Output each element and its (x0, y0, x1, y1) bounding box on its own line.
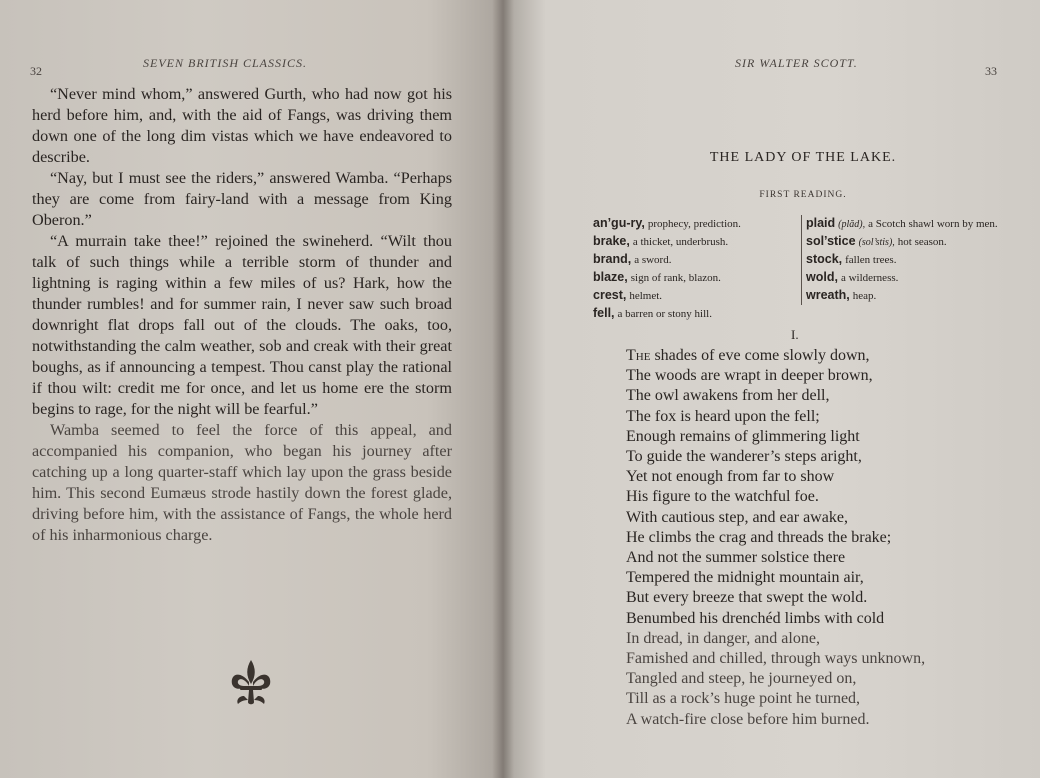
paragraph: “Nay, but I must see the riders,” answered Wamba. “Perhaps they are come from fairy-land with a message from King Oberon.” (32, 169, 452, 229)
book-gutter (492, 0, 514, 778)
poem-line: And not the summer solstice there (626, 549, 846, 567)
poem-line: Yet not enough from far to show (626, 468, 835, 486)
glossary-entry: wold, a wilderness. (806, 270, 899, 284)
right-page (503, 0, 1040, 778)
glossary-entry: sol’stice (sol’stis), hot season. (806, 234, 947, 248)
fleur-de-lis-icon (224, 656, 278, 710)
poem-line: Benumbed his drenchéd limbs with cold (626, 609, 885, 627)
page-number-left: 32 (30, 64, 42, 78)
glossary-entry: brand, a sword. (593, 252, 672, 266)
glossary-column-right (801, 215, 1016, 305)
paragraph: “Never mind whom,” answered Gurth, who had now got his herd before him, and, with the aid of Fangs, was driving them down one of the long dim vistas which we have endeavored to describe. (32, 85, 452, 166)
glossary-entry: wreath, heap. (806, 288, 877, 302)
poem-line: With cautious step, and ear awake, (626, 508, 848, 526)
poem-line: But every breeze that swept the wold. (626, 589, 868, 607)
glossary-entry: an’gu-ry, prophecy, prediction. (593, 216, 741, 230)
paragraph: Wamba seemed to feel the force of this appeal, and accompanied his companion, who began his journey after catching up a long quarter-staff which lay upon the grass beside him. This second Eumæus strode hastily down the forest glade, driving before him, with the assistance of Fangs, the whole herd of his inharmonious charge. (32, 421, 452, 544)
section-subtitle: FIRST READING. (759, 190, 847, 200)
glossary-column-left (593, 215, 793, 323)
left-page (0, 0, 503, 778)
glossary-entry: stock, fallen trees. (806, 252, 897, 266)
poem-line: In dread, in danger, and alone, (626, 629, 820, 647)
poem-line: Tangled and steep, he journeyed on, (626, 670, 857, 688)
poem-line: The owl awakens from her dell, (626, 387, 830, 405)
poem-line: Till as a rock’s huge point he turned, (626, 690, 861, 708)
glossary-entry: crest, helmet. (593, 288, 663, 302)
poem-line: To guide the wanderer’s steps aright, (626, 448, 862, 466)
running-head-left: SEVEN BRITISH CLASSICS. (143, 56, 307, 70)
poem-line: His figure to the watchful foe. (626, 488, 819, 506)
poem-text (626, 346, 1026, 730)
poem-line: Famished and chilled, through ways unknown, (626, 650, 926, 668)
poem-line: A watch-fire close before him burned. (626, 710, 870, 728)
glossary-entry: blaze, sign of rank, blazon. (593, 270, 721, 284)
running-head-right: SIR WALTER SCOTT. (735, 56, 858, 70)
paragraph: “A murrain take thee!” rejoined the swineherd. “Wilt thou talk of such things while a terrible storm of thunder and lightning is raging within a few miles of us? Hark, how the thunder rumbles! and for summer rain, I never saw such broad downright flat drops fall out of the clouds. The oaks, too, notwithstanding the calm weather, sob and creak with their great boughs, as if announcing a tempest. Thou canst play the rational if thou wilt: credit me for once, and let us home ere the storm begins to rage, for the night will be fearful.” (32, 232, 452, 418)
stanza-number: I. (791, 327, 799, 342)
prose-text (32, 84, 452, 546)
glossary-entry: fell, a barren or stony hill. (593, 306, 712, 320)
poem-line: Tempered the midnight mountain air, (626, 569, 864, 587)
poem-title: THE LADY OF THE LAKE. (709, 150, 897, 165)
poem-line: The fox is heard upon the fell; (626, 407, 820, 425)
poem-line: He climbs the crag and threads the brake; (626, 528, 892, 546)
poem-line: Enough remains of glimmering light (626, 427, 860, 445)
page-number-right: 33 (985, 64, 997, 78)
glossary-entry: brake, a thicket, underbrush. (593, 234, 729, 248)
poem-line: The woods are wrapt in deeper brown, (626, 367, 873, 385)
poem-line: The shades of eve come slowly down, (626, 347, 870, 364)
glossary-entry: plaid (plăd), a Scotch shawl worn by men. (806, 216, 998, 230)
